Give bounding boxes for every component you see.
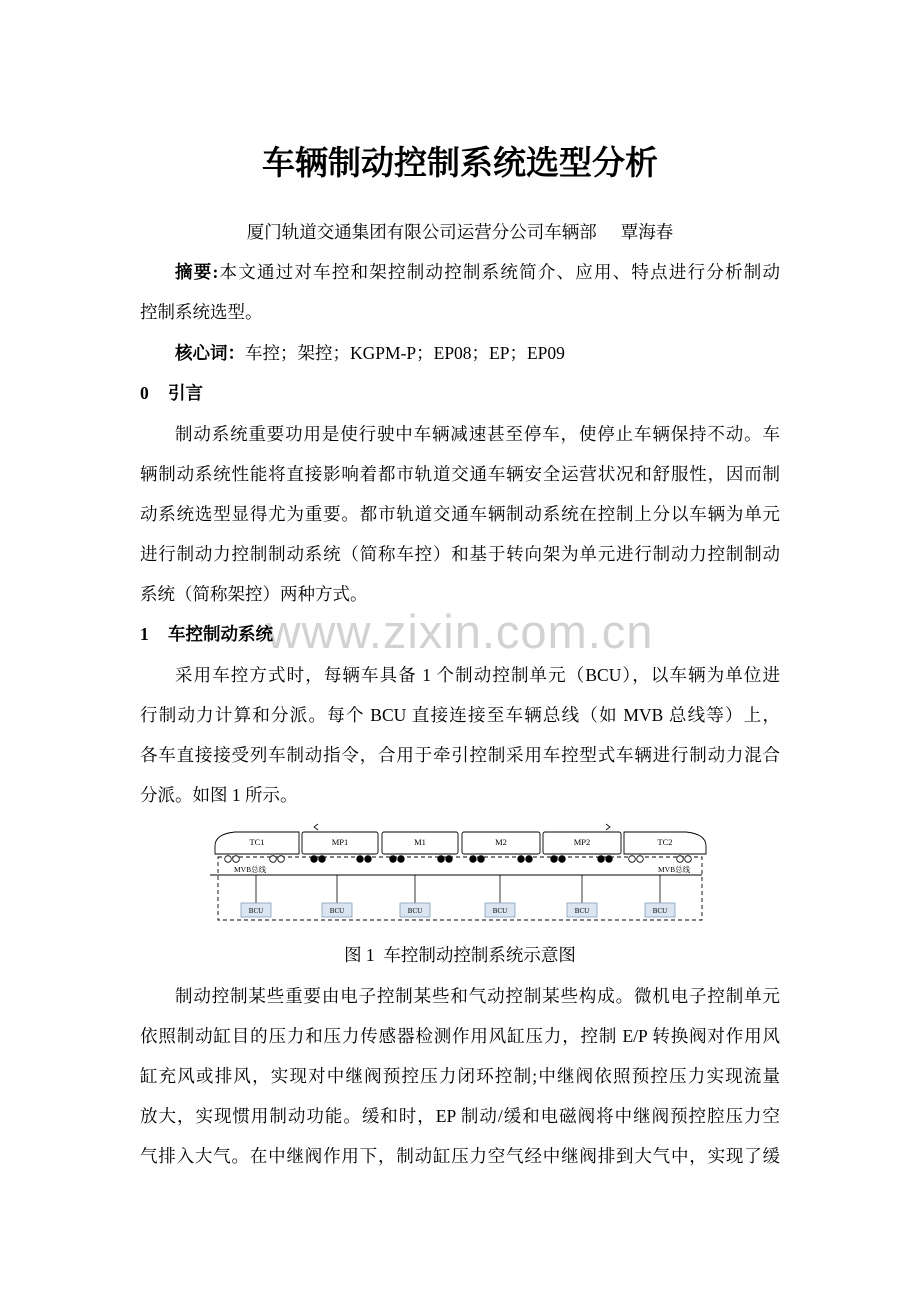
wheel	[478, 856, 485, 863]
wheel	[598, 856, 605, 863]
paragraph-line: 放大，实现惯用制动功能。缓和时，EP 制动/缓和电磁阀将中继阀预控腔压力空	[140, 1106, 780, 1126]
section-title: 引言	[168, 383, 203, 403]
figure-caption: 图 1 车控制动控制系统示意图	[344, 945, 576, 965]
paragraph-line: 各车直接接受列车制动指令，合用于牵引控制采用车控型式车辆进行制动力混合	[140, 745, 780, 765]
section-number: 0	[140, 383, 149, 403]
paragraph-brake-control	[140, 976, 780, 1176]
wheel	[470, 856, 477, 863]
paragraph-line: 系统（简称架控）两种方式。	[140, 584, 368, 604]
wheel	[365, 856, 372, 863]
dashed-boundary	[218, 857, 702, 920]
paragraph-line: 制动控制某些重要由电子控制某些和气动控制某些构成。微机电子控制单元	[175, 986, 780, 1006]
car-label: M2	[495, 837, 507, 847]
bcu-label: BCU	[574, 907, 590, 915]
author-name: 覃海春	[620, 222, 674, 242]
wheel	[319, 856, 326, 863]
abstract-line: 控制系统选型。	[140, 302, 263, 322]
paragraph-line: 动系统选型显得尤为重要。都市轨道交通车辆制动系统在控制上分以车辆为单元	[140, 504, 780, 524]
wheel	[390, 856, 397, 863]
paragraph-line: 气排入大气。在中继阀作用下，制动缸压力空气经中继阀排到大气中，实现了缓	[140, 1146, 780, 1166]
keywords	[140, 333, 780, 373]
wheel	[311, 856, 318, 863]
abstract	[140, 252, 780, 332]
pantograph	[314, 824, 318, 830]
bcu-label: BCU	[248, 907, 264, 915]
wheel	[637, 856, 644, 863]
section-title: 车控制动系统	[168, 624, 273, 644]
pantograph	[606, 824, 610, 830]
wheel	[526, 856, 533, 863]
wheel	[685, 856, 692, 863]
wheel	[398, 856, 405, 863]
paragraph-line: 行制动力计算和分派。每个 BCU 直接连接至车辆总线（如 MVB 总线等）上，	[140, 705, 780, 725]
wheel	[225, 856, 232, 863]
paragraph-line: 进行制动力控制制动系统（简称车控）和基于转向架为单元进行制动力控制制动	[140, 544, 780, 564]
bcu-label: BCU	[492, 907, 508, 915]
bcu-label: BCU	[652, 907, 668, 915]
abstract-line	[140, 252, 780, 292]
wheel	[357, 856, 364, 863]
section-number: 1	[140, 624, 149, 644]
document-title: 车辆制动控制系统选型分析	[262, 144, 658, 181]
author-line	[0, 212, 920, 252]
paragraph-line: 采用车控方式时，每辆车具备 1 个制动控制单元（BCU），以车辆为单位进	[175, 665, 780, 685]
paragraph-line: 依照制动缸目的压力和压力传感器检测作用风缸压力，控制 E/P 转换阀对作用风	[140, 1026, 780, 1046]
wheel	[518, 856, 525, 863]
section-heading-vehicle-control	[140, 614, 273, 654]
wheel	[270, 856, 277, 863]
car-label: M1	[414, 837, 426, 847]
wheel	[438, 856, 445, 863]
paragraph-line: 缸充风或排风，实现对中继阀预控压力闭环控制;中继阀依照预控压力实现流量	[140, 1066, 780, 1086]
wheel	[446, 856, 453, 863]
car-label: MP2	[573, 837, 591, 847]
abstract-label: 摘要:	[175, 262, 219, 282]
paragraph-line: 辆制动系统性能将直接影响着都市轨道交通车辆安全运营状况和舒服性，因而制	[140, 464, 780, 484]
keywords-line	[140, 333, 780, 373]
watermark: www.zixin.com.cn	[266, 605, 654, 658]
paragraph-intro	[140, 414, 780, 614]
paragraph-line: 分派。如图 1 所示。	[140, 785, 298, 805]
paragraph-line: 制动系统重要功用是使行驶中车辆减速甚至停车，使停止车辆保持不动。车	[175, 424, 780, 444]
car-label: TC2	[657, 837, 673, 847]
wheel	[559, 856, 566, 863]
paragraph-vehicle-control	[140, 655, 780, 815]
wheel	[606, 856, 613, 863]
section-heading-intro	[140, 373, 203, 413]
wheel	[677, 856, 684, 863]
keywords-text: 车控；架控；KGPM-P；EP08；EP；EP09	[245, 343, 565, 363]
abstract-text: 本文通过对车控和架控制动控制系统简介、应用、特点进行分析制动	[218, 262, 781, 282]
car-label: TC1	[249, 837, 265, 847]
wheel	[233, 856, 240, 863]
bus-label: MVB总线	[658, 865, 691, 874]
author-affiliation: 厦门轨道交通集团有限公司运营分公司车辆部	[246, 222, 597, 242]
wheel	[629, 856, 636, 863]
keywords-label: 核心词：	[175, 343, 245, 363]
wheel	[278, 856, 285, 863]
bcu-label: BCU	[329, 907, 345, 915]
bcu-label: BCU	[407, 907, 423, 915]
bus-label: MVB总线	[234, 865, 267, 874]
vehicle-control-brake-diagram	[210, 822, 710, 926]
car-label: MP1	[331, 837, 349, 847]
wheel	[551, 856, 558, 863]
